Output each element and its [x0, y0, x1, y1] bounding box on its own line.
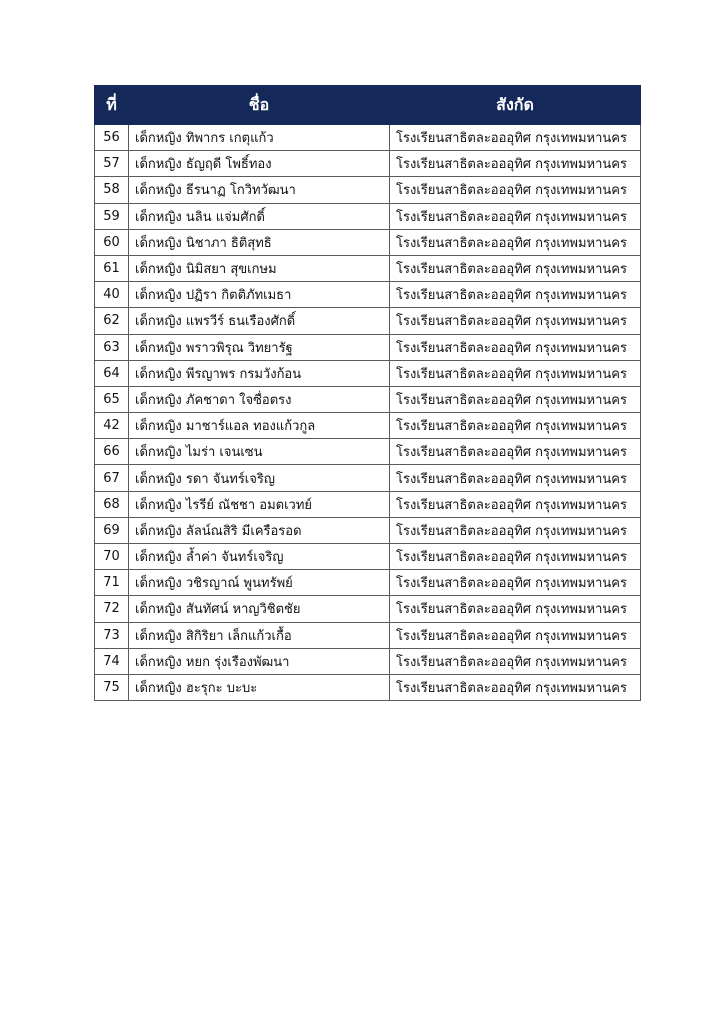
row-number-cell: 40 — [95, 282, 129, 308]
affiliation-cell: โรงเรียนสาธิตละอออุทิศ กรุงเทพมหานคร — [390, 674, 641, 700]
table-row — [95, 386, 641, 412]
student-name-cell: เด็กหญิง ทิพากร เกตุแก้ว — [129, 125, 390, 151]
student-name-cell: เด็กหญิง นิชาภา ธิติสุทธิ — [129, 229, 390, 255]
table-row — [95, 544, 641, 570]
table-row — [95, 203, 641, 229]
affiliation-cell: โรงเรียนสาธิตละอออุทิศ กรุงเทพมหานคร — [390, 465, 641, 491]
student-name-cell: เด็กหญิง ล้ำค่า จันทร์เจริญ — [129, 544, 390, 570]
student-name-cell: เด็กหญิง ลัลน์ณสิริ มีเครือรอด — [129, 517, 390, 543]
table-row — [95, 491, 641, 517]
table-row — [95, 177, 641, 203]
affiliation-cell: โรงเรียนสาธิตละอออุทิศ กรุงเทพมหานคร — [390, 491, 641, 517]
header-affiliation: สังกัด — [390, 86, 641, 125]
table-row — [95, 255, 641, 281]
row-number-cell: 59 — [95, 203, 129, 229]
row-number-cell: 63 — [95, 334, 129, 360]
row-number-cell: 74 — [95, 648, 129, 674]
row-number-cell: 62 — [95, 308, 129, 334]
affiliation-cell: โรงเรียนสาธิตละอออุทิศ กรุงเทพมหานคร — [390, 229, 641, 255]
student-name-cell: เด็กหญิง ธัญฤดี โพธิ์ทอง — [129, 151, 390, 177]
row-number-cell: 72 — [95, 596, 129, 622]
student-name-cell: เด็กหญิง หยก รุ่งเรืองพัฒนา — [129, 648, 390, 674]
row-number-cell: 65 — [95, 386, 129, 412]
student-name-cell: เด็กหญิง ฮะรุกะ บะบะ — [129, 674, 390, 700]
table-row — [95, 622, 641, 648]
student-name-cell: เด็กหญิง สันทัศน์ หาญวิชิตชัย — [129, 596, 390, 622]
table-row — [95, 570, 641, 596]
header-number: ที่ — [95, 86, 129, 125]
table-row — [95, 151, 641, 177]
table-body — [95, 125, 641, 701]
affiliation-cell: โรงเรียนสาธิตละอออุทิศ กรุงเทพมหานคร — [390, 151, 641, 177]
table-row — [95, 229, 641, 255]
affiliation-cell: โรงเรียนสาธิตละอออุทิศ กรุงเทพมหานคร — [390, 255, 641, 281]
table-row — [95, 439, 641, 465]
student-name-cell: เด็กหญิง ไมร่า เจนเซน — [129, 439, 390, 465]
table-row — [95, 517, 641, 543]
affiliation-cell: โรงเรียนสาธิตละอออุทิศ กรุงเทพมหานคร — [390, 282, 641, 308]
header-row — [95, 86, 641, 125]
row-number-cell: 71 — [95, 570, 129, 596]
table-row — [95, 334, 641, 360]
affiliation-cell: โรงเรียนสาธิตละอออุทิศ กรุงเทพมหานคร — [390, 517, 641, 543]
table-row — [95, 360, 641, 386]
student-name-cell: เด็กหญิง นลิน แจ่มศักดิ์ — [129, 203, 390, 229]
row-number-cell: 69 — [95, 517, 129, 543]
student-name-cell: เด็กหญิง รดา จันทร์เจริญ — [129, 465, 390, 491]
row-number-cell: 42 — [95, 413, 129, 439]
table-row — [95, 282, 641, 308]
student-name-cell: เด็กหญิง มาชาร์แอล ทองแก้วกูล — [129, 413, 390, 439]
row-number-cell: 66 — [95, 439, 129, 465]
table-header — [95, 86, 641, 125]
affiliation-cell: โรงเรียนสาธิตละอออุทิศ กรุงเทพมหานคร — [390, 308, 641, 334]
row-number-cell: 58 — [95, 177, 129, 203]
row-number-cell: 68 — [95, 491, 129, 517]
student-name-cell: เด็กหญิง สิกิริยา เล็กแก้วเกื้อ — [129, 622, 390, 648]
affiliation-cell: โรงเรียนสาธิตละอออุทิศ กรุงเทพมหานคร — [390, 125, 641, 151]
row-number-cell: 56 — [95, 125, 129, 151]
affiliation-cell: โรงเรียนสาธิตละอออุทิศ กรุงเทพมหานคร — [390, 413, 641, 439]
affiliation-cell: โรงเรียนสาธิตละอออุทิศ กรุงเทพมหานคร — [390, 439, 641, 465]
affiliation-cell: โรงเรียนสาธิตละอออุทิศ กรุงเทพมหานคร — [390, 203, 641, 229]
affiliation-cell: โรงเรียนสาธิตละอออุทิศ กรุงเทพมหานคร — [390, 570, 641, 596]
affiliation-cell: โรงเรียนสาธิตละอออุทิศ กรุงเทพมหานคร — [390, 177, 641, 203]
affiliation-cell: โรงเรียนสาธิตละอออุทิศ กรุงเทพมหานคร — [390, 596, 641, 622]
student-name-cell: เด็กหญิง แพรวีร์ ธนเรืองศักดิ์ — [129, 308, 390, 334]
student-name-cell: เด็กหญิง พีรญาพร กรมวังก้อน — [129, 360, 390, 386]
student-name-cell: เด็กหญิง พราวพิรุณ วิทยารัฐ — [129, 334, 390, 360]
row-number-cell: 64 — [95, 360, 129, 386]
row-number-cell: 57 — [95, 151, 129, 177]
affiliation-cell: โรงเรียนสาธิตละอออุทิศ กรุงเทพมหานคร — [390, 386, 641, 412]
table-row — [95, 125, 641, 151]
student-name-cell: เด็กหญิง ธีรนาฏ โกวิทวัฒนา — [129, 177, 390, 203]
table-row — [95, 413, 641, 439]
table-row — [95, 596, 641, 622]
affiliation-cell: โรงเรียนสาธิตละอออุทิศ กรุงเทพมหานคร — [390, 622, 641, 648]
student-name-cell: เด็กหญิง นิมิสยา สุขเกษม — [129, 255, 390, 281]
row-number-cell: 67 — [95, 465, 129, 491]
table-row — [95, 308, 641, 334]
student-name-cell: เด็กหญิง ไรรีย์ ณัชชา อมตเวทย์ — [129, 491, 390, 517]
row-number-cell: 60 — [95, 229, 129, 255]
student-roster-table — [94, 85, 641, 701]
row-number-cell: 61 — [95, 255, 129, 281]
header-name: ชื่อ — [129, 86, 390, 125]
row-number-cell: 70 — [95, 544, 129, 570]
affiliation-cell: โรงเรียนสาธิตละอออุทิศ กรุงเทพมหานคร — [390, 544, 641, 570]
student-name-cell: เด็กหญิง ปฏิรา กิตติภัทเมธา — [129, 282, 390, 308]
student-name-cell: เด็กหญิง วชิรญาณ์ พูนทรัพย์ — [129, 570, 390, 596]
row-number-cell: 75 — [95, 674, 129, 700]
row-number-cell: 73 — [95, 622, 129, 648]
student-name-cell: เด็กหญิง ภัคชาดา ใจซื่อตรง — [129, 386, 390, 412]
affiliation-cell: โรงเรียนสาธิตละอออุทิศ กรุงเทพมหานคร — [390, 360, 641, 386]
table-row — [95, 648, 641, 674]
affiliation-cell: โรงเรียนสาธิตละอออุทิศ กรุงเทพมหานคร — [390, 648, 641, 674]
table-row — [95, 674, 641, 700]
table-row — [95, 465, 641, 491]
affiliation-cell: โรงเรียนสาธิตละอออุทิศ กรุงเทพมหานคร — [390, 334, 641, 360]
